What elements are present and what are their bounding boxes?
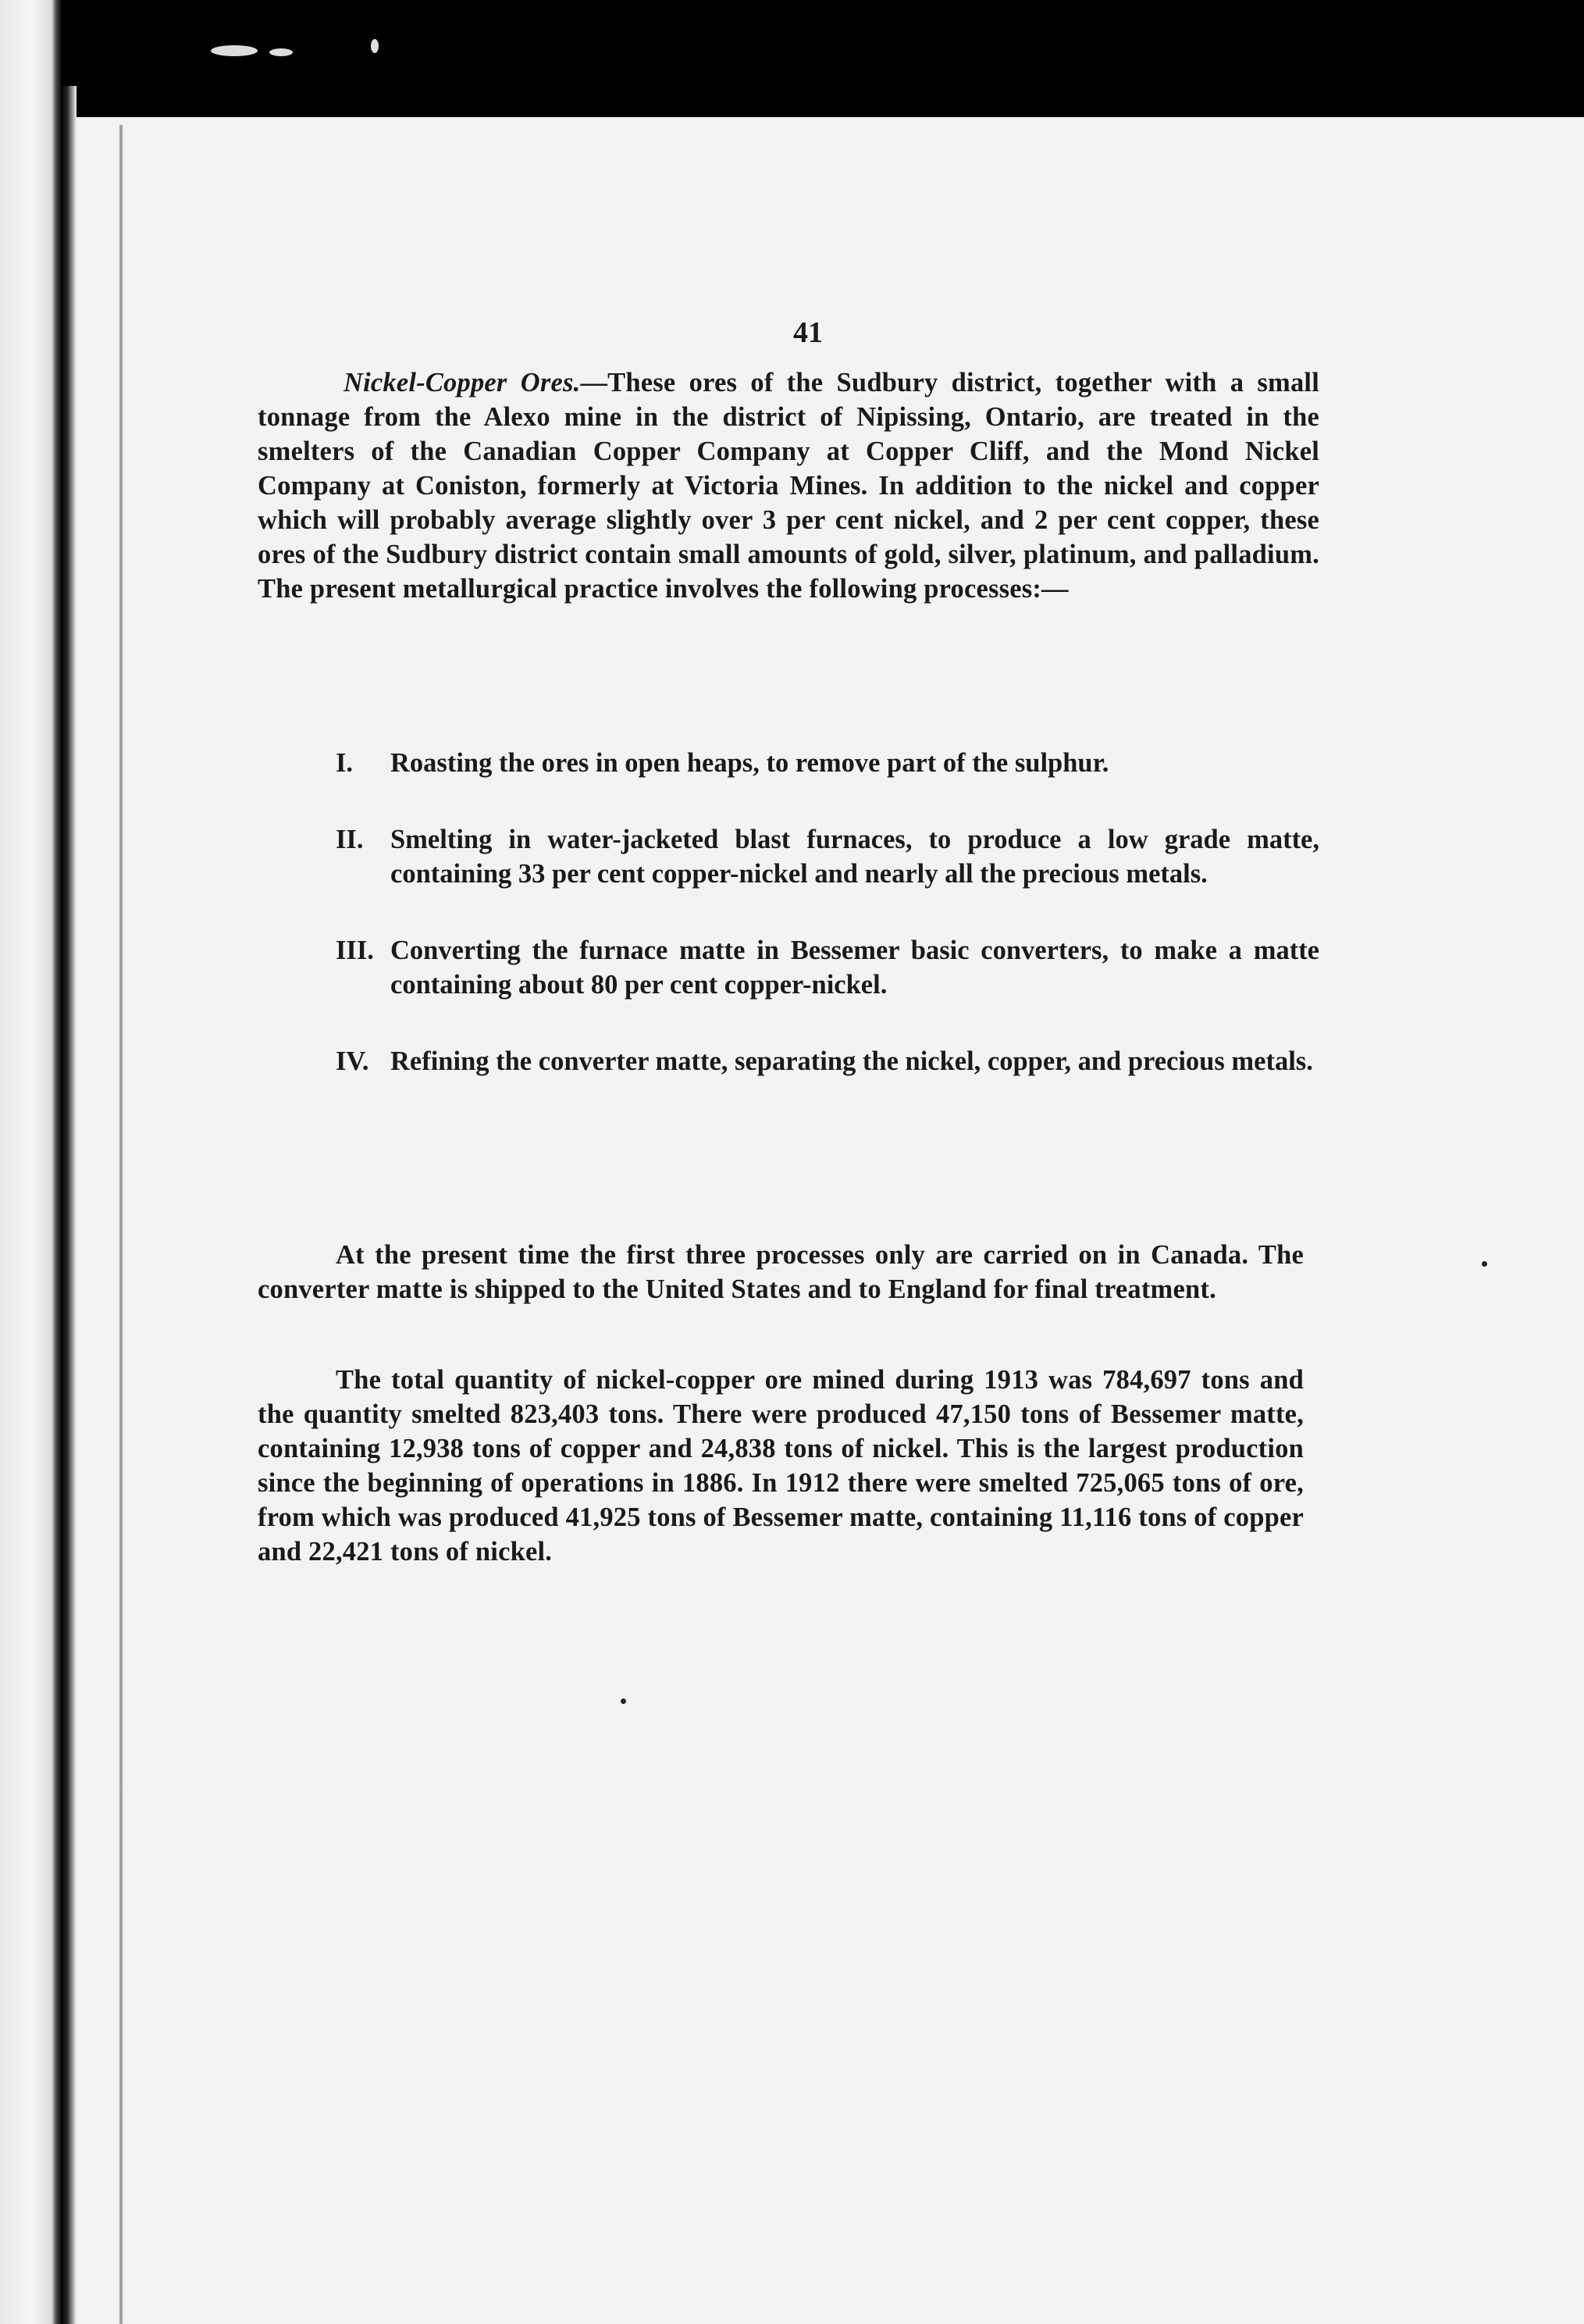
scan-artifact <box>195 31 383 78</box>
process-list <box>336 746 1319 1121</box>
gutter-shadow <box>61 86 77 2324</box>
list-item <box>336 822 1319 891</box>
process-text: Converting the furnace matte in Bessemer basic converters, to make a matte containing about 80 per cent copper-nickel. <box>390 936 1319 1000</box>
process-text: Roasting the ores in open heaps, to remove part of the sulphur. <box>390 748 1109 778</box>
process-text: Refining the converter matte, separating the nickel, copper, and precious metals. <box>390 1046 1313 1076</box>
scan-dot <box>621 1698 626 1704</box>
scan-dot <box>1482 1261 1487 1267</box>
process-numeral: I. <box>336 748 354 778</box>
page-number: 41 <box>793 316 823 349</box>
intro-paragraph <box>258 365 1319 606</box>
list-item <box>336 746 1319 780</box>
production-paragraph: The total quantity of nickel-copper ore mined during 1913 was 784,697 tons and the quantity smelted 823,403 tons. There were produced 47,150 tons of Bessemer matte, containing 12,938 tons of copper and 24,838 tons of nickel. This is the largest production since the beginning of operations in 1886. In 1912 there were smelted 725,065 tons of ore, from which was produced 41,925 tons of Bessemer matte, containing 11,116 tons of copper and 22,421 tons of nickel. <box>258 1365 1304 1567</box>
process-numeral: IV. <box>336 1046 369 1076</box>
treatment-paragraph: At the present time the first three processes only are carried on in Canada. The converter matte is shipped to the United States and to England for final treatment. <box>258 1240 1304 1304</box>
page-fold-line <box>119 125 123 2324</box>
process-text: Smelting in water-jacketed blast furnaces, to produce a low grade matte, containing 33 per cent copper-nickel and nearly all the precious metals. <box>390 825 1319 889</box>
list-item <box>336 933 1319 1002</box>
process-numeral: II. <box>336 825 364 854</box>
intro-text: —These ores of the Sudbury district, together with a small tonnage from the Alexo mine in the district of Nipissing, Ontario, are treated in the smelters of the Canadian Copper Company at Copper Cliff, and the Mond Nickel Company at Coniston, formerly at Victoria Mines. In addition to the nickel and copper which will probably average slightly over 3 per cent nickel, and 2 per cent copper, these ores of the Sudbury district contain small amounts of gold, silver, platinum, and palladium. The present metallurgical practice involves the following processes:— <box>258 368 1319 604</box>
section-lead: Nickel-Copper Ores. <box>343 368 581 397</box>
list-item <box>336 1044 1319 1078</box>
process-numeral: III. <box>336 936 374 965</box>
facing-page-edge <box>0 0 61 2324</box>
